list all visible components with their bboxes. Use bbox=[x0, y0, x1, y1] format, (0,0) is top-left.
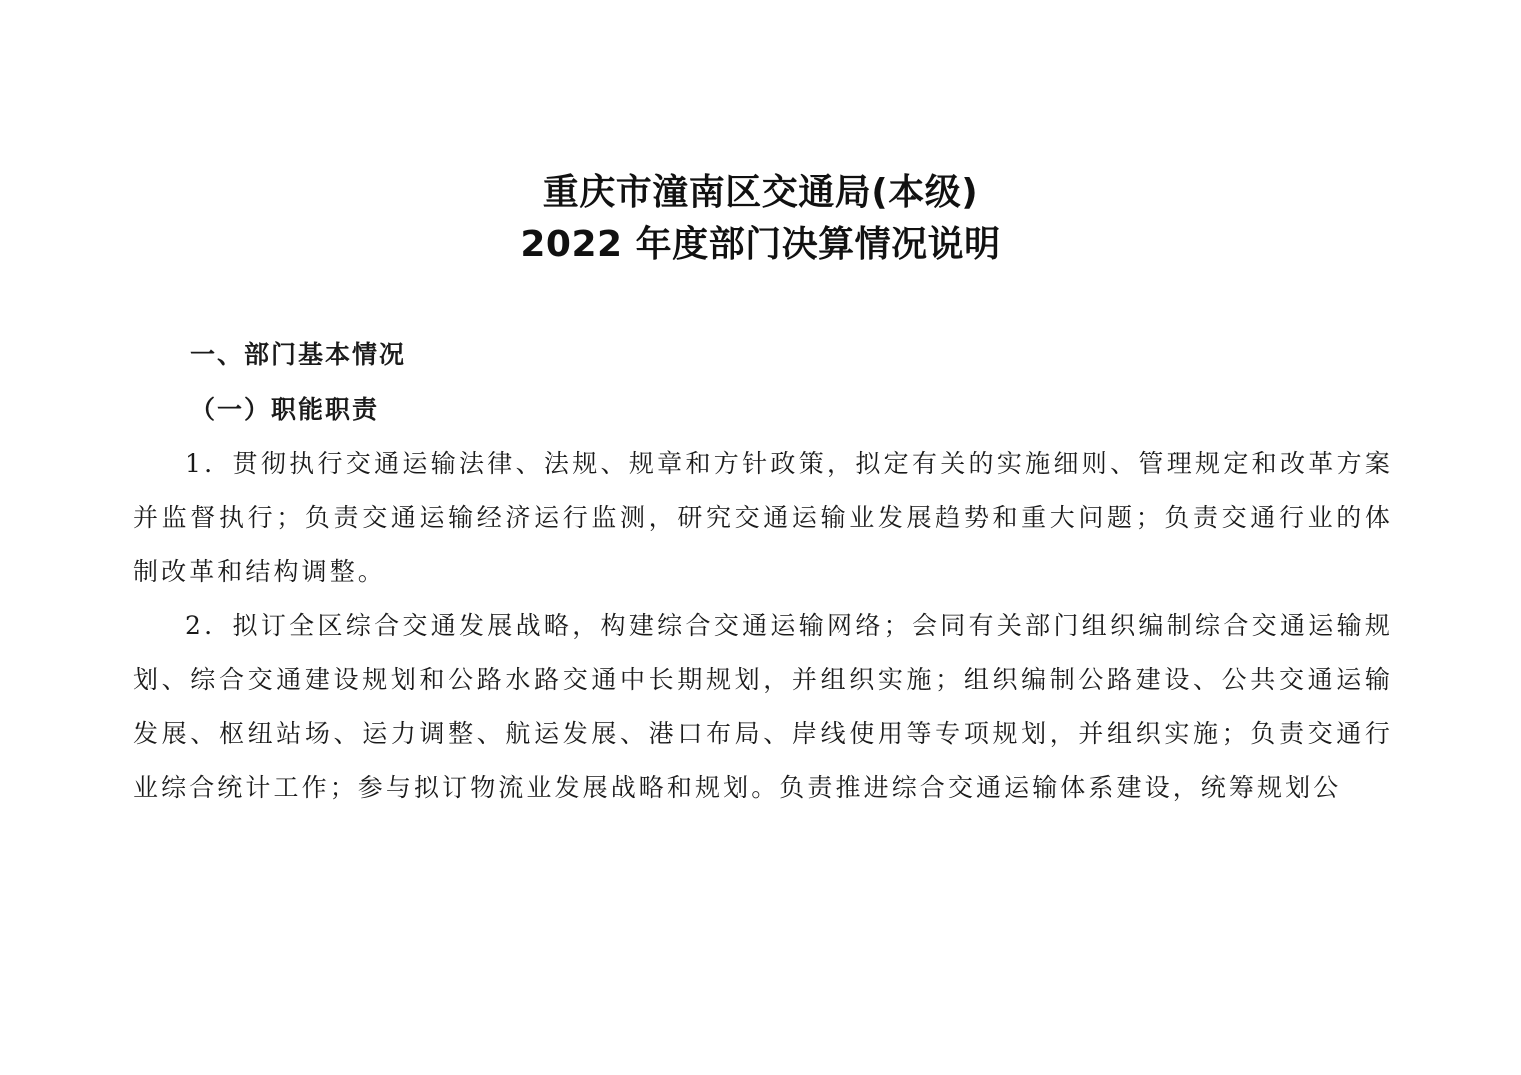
title-line-2: 2022 年度部门决算情况说明 bbox=[520, 224, 1001, 265]
section-heading: 一、部门基本情况 bbox=[190, 340, 407, 369]
subsection-heading: （一）职能职责 bbox=[190, 395, 380, 424]
document-title bbox=[0, 167, 1521, 271]
title-line-1: 重庆市潼南区交通局(本级) bbox=[542, 172, 979, 213]
paragraph-2: 2．拟订全区综合交通发展战略，构建综合交通运输网络；会同有关部门组织编制综合交通运输规划、综合交通建设规划和公路水路交通中长期规划，并组织实施；组织编制公路建设、公共交通运输发展、枢纽站场、运力调整、航运发展、港口布局、岸线使用等专项规划，并组织实施；负责交通行业综合统计工作；参与拟订物流业发展战略和规划。负责推进综合交通运输体系建设，统筹规划公 bbox=[133, 611, 1393, 802]
paragraph-1: 1．贯彻执行交通运输法律、法规、规章和方针政策，拟定有关的实施细则、管理规定和改革方案并监督执行；负责交通运输经济运行监测，研究交通运输业发展趋势和重大问题；负责交通行业的体制改革和结构调整。 bbox=[133, 449, 1393, 586]
